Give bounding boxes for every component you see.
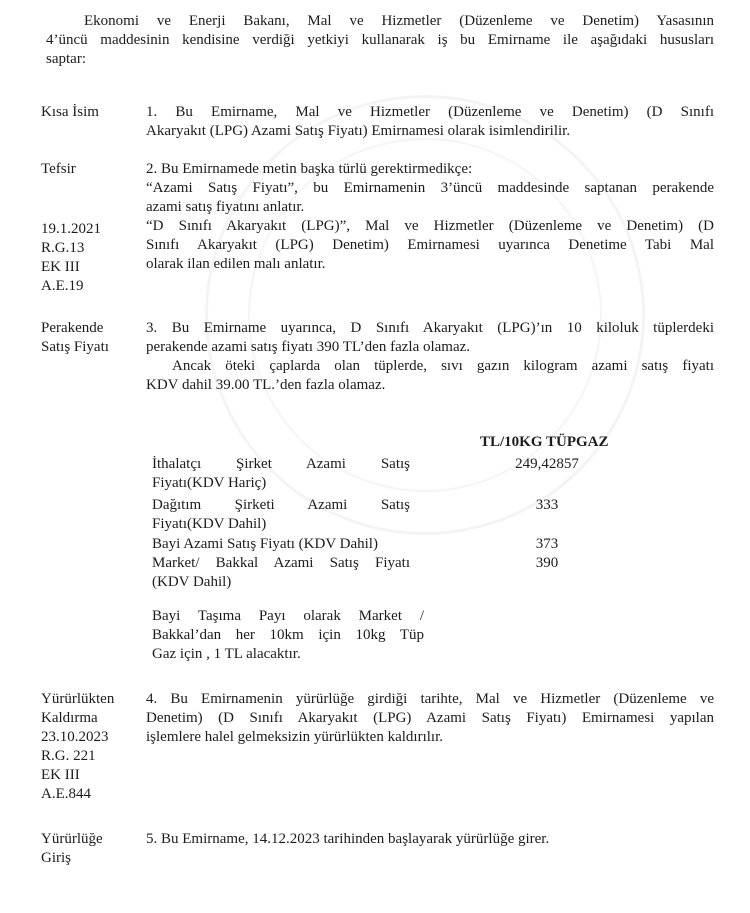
row-label: İthalatçı Şirket Azami Satış Fiyatı(KDV Hariç) <box>152 456 410 491</box>
preamble <box>46 12 714 69</box>
table-note: Bayi Taşıma Payı olarak Market / Bakkal’dan her 10km için 10kg Tüp Gaz için , 1 TL alacaktır. <box>152 608 424 662</box>
text-line: 3. Bu Emirname uyarınca, D Sınıfı Akaryakıt (LPG)’ın 10 kiloluk tüplerdeki <box>146 320 714 336</box>
text-line: Denetim) (D Sınıfı Akaryakıt (LPG) Azami Satış Fiyatı) Emirnamesi yapılan <box>146 710 714 726</box>
section-yururluge-giris <box>146 830 714 849</box>
text-line: Akaryakıt (LPG) Azami Satış Fiyatı) Emirnamesi olarak isimlendirilir. <box>146 123 571 139</box>
text-line: “Azami Satış Fiyatı”, bu Emirnamenin 3’üncü maddesinde saptanan perakende <box>146 180 714 196</box>
section-label-tefsir: Tefsir <box>41 161 76 177</box>
text-line: olarak ilan edilen malı anlatır. <box>146 256 326 272</box>
table-header: TL/10KG TÜPGAZ <box>480 434 609 450</box>
row-value: 333 <box>535 497 559 513</box>
preamble-line: saptar: <box>46 51 86 67</box>
row-value: 390 <box>535 555 559 571</box>
section-ref-tefsir: 19.1.2021 R.G.13 EK III A.E.19 <box>41 221 101 294</box>
preamble-line: Ekonomi ve Enerji Bakanı, Mal ve Hizmetler (Düzenleme ve Denetim) Yasasının <box>84 13 714 29</box>
section-kisa-isim <box>146 103 714 141</box>
text-line: KDV dahil 39.00 TL.’den fazla olamaz. <box>146 377 386 393</box>
text-line: 5. Bu Emirname, 14.12.2023 tarihinden başlayarak yürürlüğe girer. <box>146 831 550 847</box>
section-label-yururluge-giris: Yürürlüğe Giriş <box>41 831 103 866</box>
text-line: “D Sınıfı Akaryakıt (LPG)”, Mal ve Hizmetler (Düzenleme ve Denetim) (D <box>146 218 714 234</box>
section-perakende <box>146 319 714 395</box>
text-line: işlemlere halel gelmeksizin yürürlükten kaldırılır. <box>146 729 443 745</box>
text-line: azami satış fiyatını anlatır. <box>146 199 305 215</box>
text-line: Ancak öteki çaplarda olan tüplerde, sıvı gazın kilogram azami satış fiyatı <box>172 358 714 374</box>
section-label-kisa-isim: Kısa İsim <box>41 104 99 120</box>
text-line: 4. Bu Emirnamenin yürürlüğe girdiği tarihte, Mal ve Hizmetler (Düzenleme ve <box>146 691 714 707</box>
row-value: 249,42857 <box>515 456 579 472</box>
section-label-yururlukten-kaldirma: Yürürlükten Kaldırma 23.10.2023 R.G. 221 EK III A.E.844 <box>41 691 115 802</box>
text-line: 1. Bu Emirname, Mal ve Hizmetler (Düzenleme ve Denetim) (D Sınıfı <box>146 104 714 120</box>
text-line: Sınıfı Akaryakıt (LPG) Denetim) Emirnamesi uyarınca Denetime Tabi Mal <box>146 237 714 253</box>
row-label: Dağıtım Şirketi Azami Satış Fiyatı(KDV Dahil) <box>152 497 410 532</box>
text-line: 2. Bu Emirnamede metin başka türlü gerektirmedikçe: <box>146 161 473 177</box>
row-value: 373 <box>535 536 559 552</box>
section-yururlukten-kaldirma <box>146 690 714 747</box>
text-line: perakende azami satış fiyatı 390 TL’den fazla olamaz. <box>146 339 471 355</box>
row-label: Bayi Azami Satış Fiyatı (KDV Dahil) <box>152 536 378 552</box>
row-label: Market/ Bakkal Azami Satış Fiyatı (KDV Dahil) <box>152 555 410 590</box>
section-label-perakende: Perakende Satış Fiyatı <box>41 320 109 355</box>
preamble-line: 4’üncü maddesinin kendisine verdiği yetkiyi kullanarak iş bu Emirname ile aşağıdaki hususları <box>46 32 714 48</box>
section-tefsir <box>146 160 714 274</box>
